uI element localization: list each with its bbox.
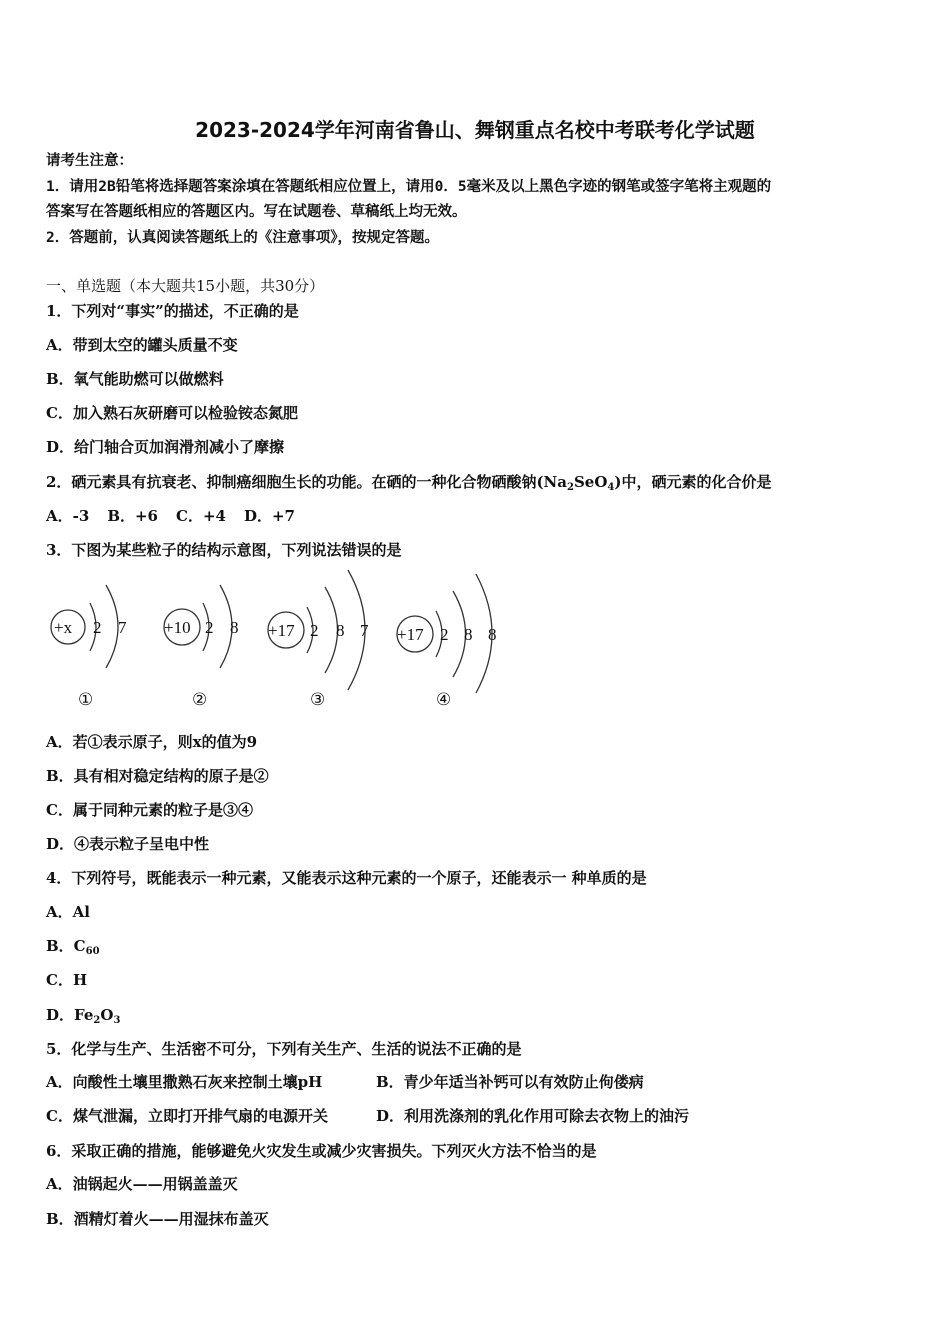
diagram-label: ② — [192, 690, 208, 709]
option: B．具有相对稳定结构的原子是② — [46, 767, 269, 785]
subscript: 3 — [113, 1015, 121, 1026]
option: B．酒精灯着火——用湿抹布盖灭 — [46, 1210, 269, 1228]
question-stem — [46, 472, 771, 498]
question-stem: 5．化学与生产、生活密不可分，下列有关生产、生活的说法不正确的是 — [46, 1040, 522, 1058]
atomic-structure-diagram — [40, 565, 510, 715]
option: C．加入熟石灰研磨可以检验铵态氮肥 — [46, 404, 298, 422]
shell-count: 8 — [336, 621, 345, 640]
option: A．Al — [46, 903, 90, 921]
option — [46, 936, 100, 962]
option: D．+7 — [243, 507, 295, 525]
option-text: B．C — [46, 937, 86, 955]
shell-count: 8 — [464, 625, 473, 644]
diagram-label: ③ — [310, 690, 326, 709]
notice-line: 答案写在答题纸相应的答题区内。写在试题卷、草稿纸上均无效。 — [46, 204, 467, 220]
option: C．+4 — [176, 507, 226, 525]
stem-text: 2．硒元素具有抗衰老、抑制癌细胞生长的功能。在硒的一种化合物硒酸钠(Na — [46, 473, 567, 491]
diagram-label: ① — [78, 690, 94, 709]
nucleus-label: +17 — [397, 625, 424, 644]
question-stem: 3．下图为某些粒子的结构示意图，下列说法错误的是 — [46, 541, 402, 559]
stem-text: SeO — [573, 473, 608, 491]
question-stem: 4．下列符号，既能表示一种元素，又能表示这种元素的一个原子，还能表示一 种单质的是 — [46, 869, 647, 887]
option: D．给门轴合页加润滑剂减小了摩擦 — [46, 438, 285, 456]
subscript: 60 — [85, 946, 100, 957]
option: B．氧气能助燃可以做燃料 — [46, 370, 224, 388]
option: D．④表示粒子呈电中性 — [46, 835, 210, 853]
option: A．-3 — [46, 507, 90, 525]
option: C．属于同种元素的粒子是③④ — [46, 801, 253, 819]
option: C．煤气泄漏，立即打开排气扇的电源开关 — [46, 1107, 328, 1125]
notice-heading: 请考生注意： — [46, 153, 133, 169]
options-row — [46, 506, 313, 526]
shell-count: 7 — [118, 618, 127, 637]
subscript: 2 — [566, 482, 574, 493]
option: B．+6 — [107, 507, 158, 525]
shell-count: 8 — [230, 618, 239, 637]
subscript: 4 — [607, 482, 615, 493]
shell-count: 2 — [440, 625, 449, 644]
page-title: 2023-2024学年河南省鲁山、舞钢重点名校中考联考化学试题 — [195, 118, 755, 142]
subscript: 2 — [93, 1015, 101, 1026]
nucleus-label: +x — [54, 618, 73, 637]
nucleus-label: +10 — [164, 618, 191, 637]
option-text: D．Fe — [46, 1006, 94, 1024]
shell-count: 8 — [488, 625, 497, 644]
shell-count: 2 — [310, 621, 319, 640]
shell-count: 7 — [360, 621, 369, 640]
atom-diagram-1 — [51, 585, 127, 709]
question-stem: 1．下列对“事实”的描述，不正确的是 — [46, 302, 299, 320]
option: B．青少年适当补钙可以有效防止佝偻病 — [376, 1073, 644, 1091]
atom-diagram-2 — [164, 585, 239, 709]
stem-text: )中，硒元素的化合价是 — [614, 473, 772, 491]
notice-line: 1．请用2B铅笔将选择题答案涂填在答题纸相应位置上，请用0．5毫米及以上黑色字迹的钢笔或签字笔将主观题的 — [46, 179, 772, 195]
atom-diagram-4 — [397, 574, 497, 709]
shell-count: 2 — [93, 618, 102, 637]
option: A．油锅起火——用锅盖盖灭 — [46, 1175, 238, 1193]
diagram-label: ④ — [436, 690, 452, 709]
option-text: O — [100, 1006, 114, 1024]
option — [46, 1005, 120, 1031]
option: A．带到太空的罐头质量不变 — [46, 336, 238, 354]
nucleus-label: +17 — [268, 621, 295, 640]
option: D．利用洗涤剂的乳化作用可除去衣物上的油污 — [376, 1107, 690, 1125]
option: A．向酸性土壤里撒熟石灰来控制土壤pH — [46, 1073, 323, 1091]
shell-count: 2 — [205, 618, 214, 637]
question-stem: 6．采取正确的措施，能够避免火灾发生或减少灾害损失。下列灭火方法不恰当的是 — [46, 1142, 597, 1160]
section-heading: 一、单选题（本大题共15小题，共30分） — [46, 277, 325, 295]
option: C．H — [46, 971, 88, 989]
notice-line: 2．答题前，认真阅读答题纸上的《注意事项》，按规定答题。 — [46, 230, 439, 246]
atom-diagram-3 — [268, 570, 369, 709]
option: A．若①表示原子，则x的值为9 — [46, 733, 258, 751]
